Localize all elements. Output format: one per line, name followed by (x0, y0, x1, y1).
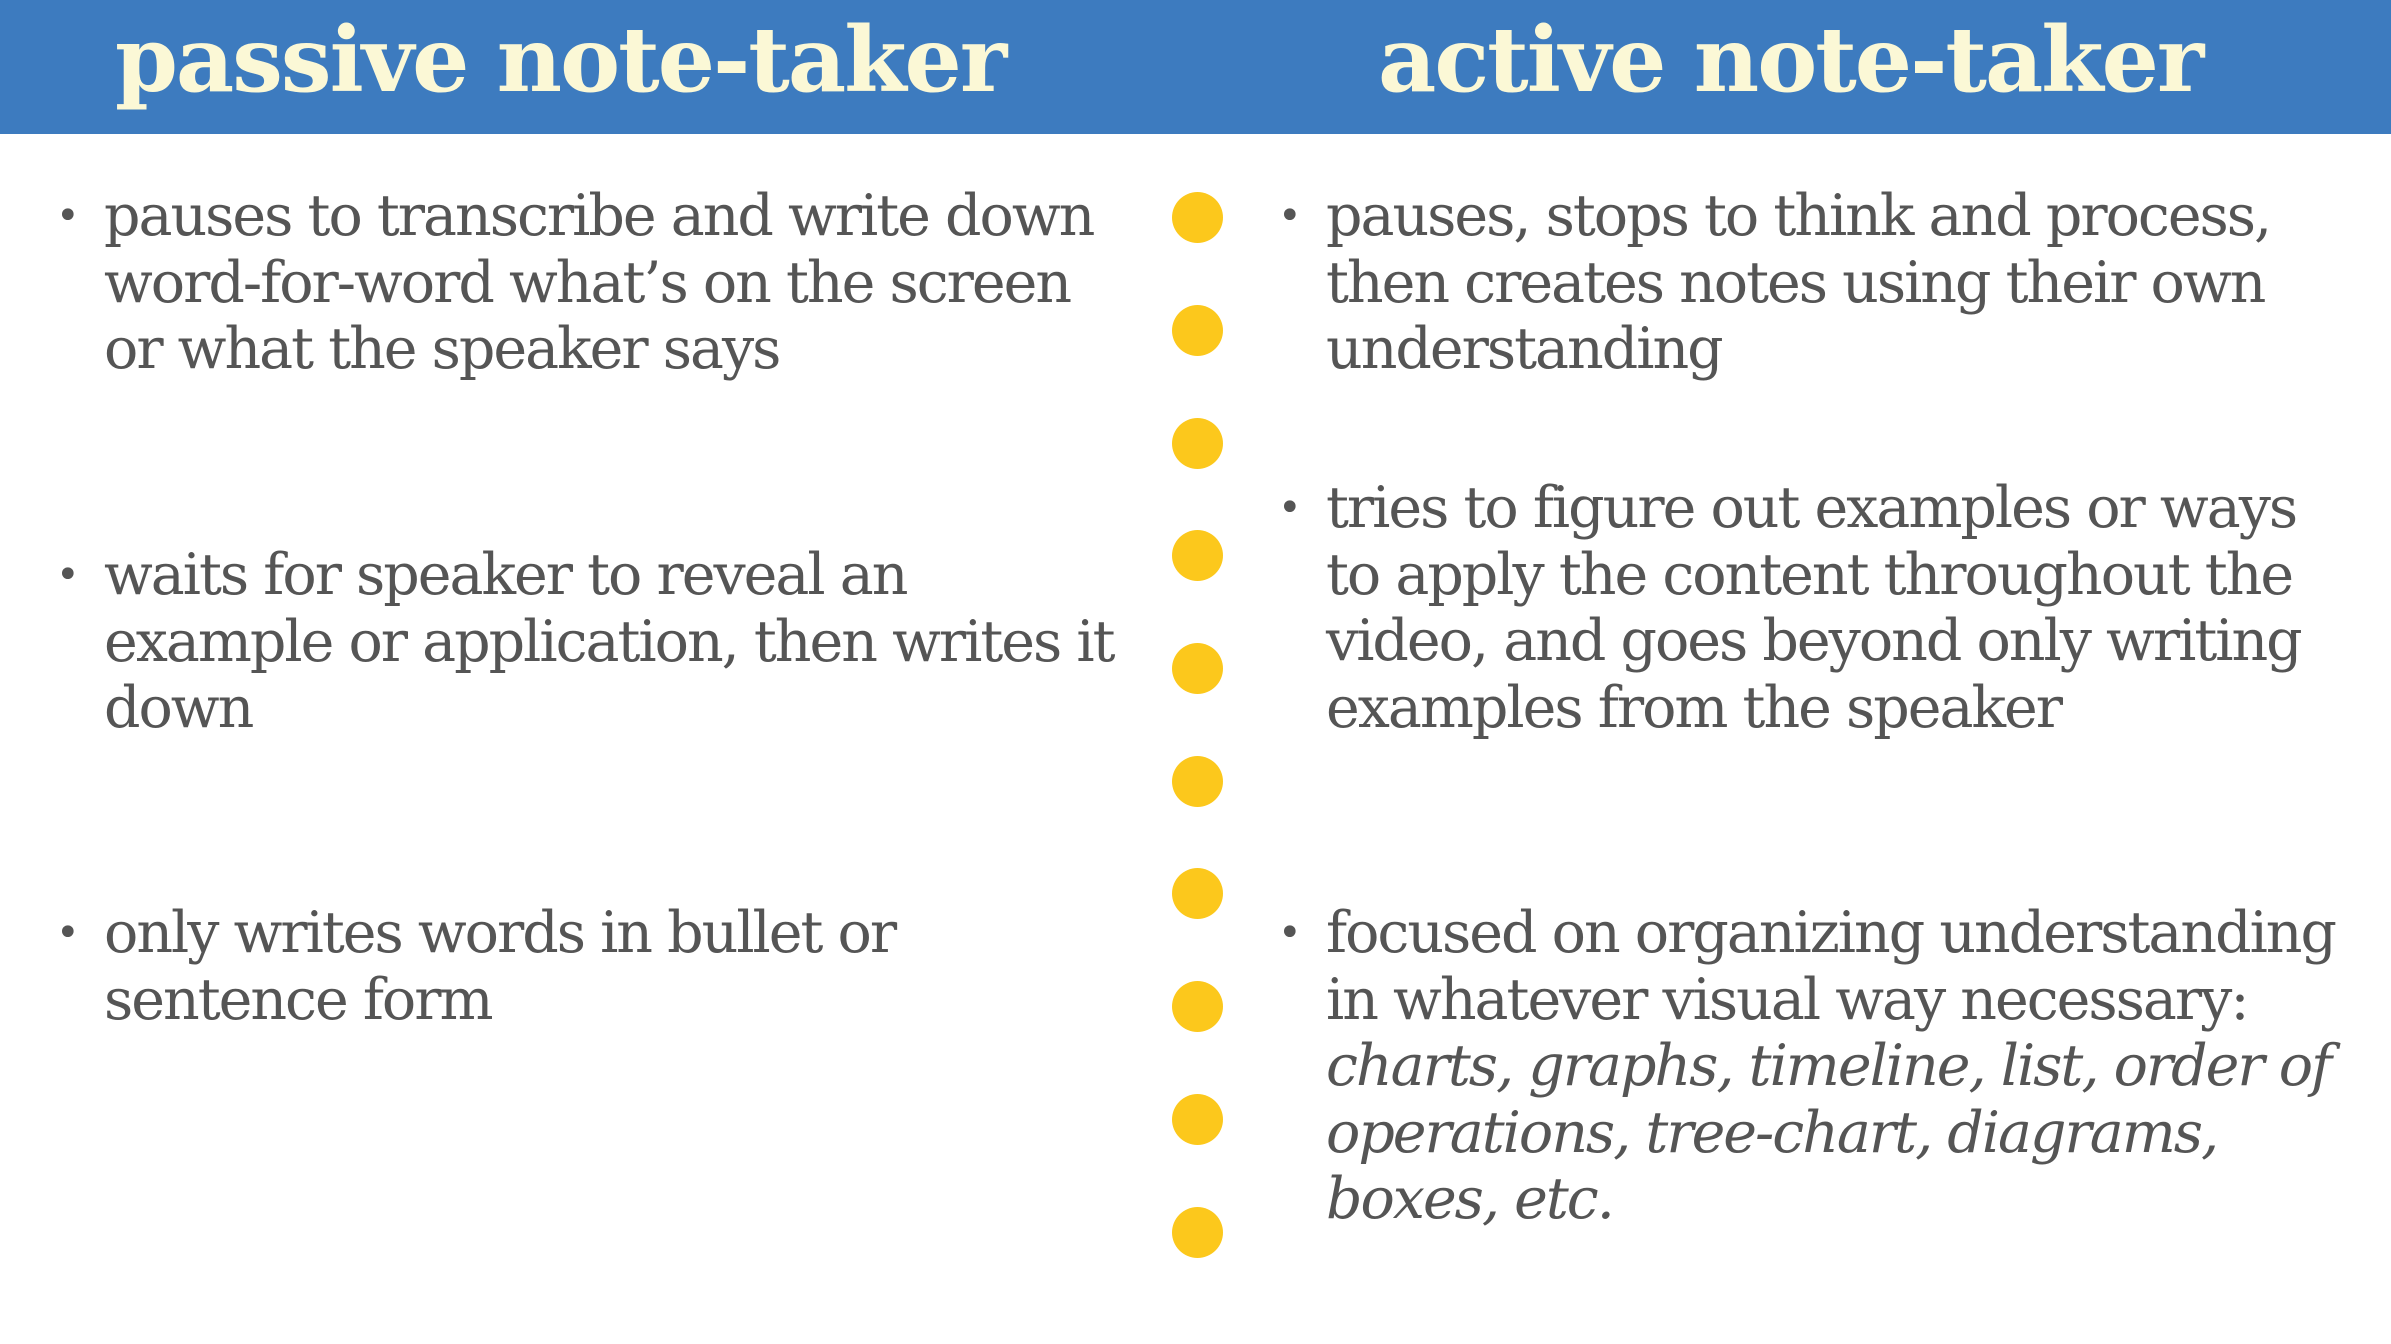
bullet-icon: • (56, 910, 80, 956)
bullet-icon: • (1278, 485, 1302, 531)
bullet-icon: • (1278, 910, 1302, 956)
active-item-text-plain: focused on organizing understanding in whatever visual way necessary: (1326, 900, 2335, 1033)
passive-note-taker-title: passive note-taker (115, 7, 1006, 113)
divider-dot (1172, 868, 1223, 919)
divider-dot (1172, 643, 1223, 694)
bullet-icon: • (56, 552, 80, 598)
active-item-text-italic: charts, graphs, timeline, list, order of operations, tree-chart, diagrams, boxes, etc. (1326, 1033, 2331, 1232)
passive-item-text: pauses to transcribe and write down word-for-word what’s on the screen or what the speaker says (104, 183, 1094, 382)
bullet-icon: • (1278, 193, 1302, 239)
divider-dot (1172, 981, 1223, 1032)
passive-item-3 (56, 900, 1114, 1033)
header-bar (0, 0, 2391, 134)
bullet-icon: • (56, 193, 80, 239)
divider-dot (1172, 530, 1223, 581)
divider-dot (1172, 1094, 1223, 1145)
active-item-1 (1278, 183, 2356, 383)
passive-item-2 (56, 542, 1114, 742)
passive-item-1 (56, 183, 1114, 383)
divider-dot (1172, 305, 1223, 356)
active-note-taker-title: active note-taker (1378, 7, 2203, 113)
active-item-text: pauses, stops to think and process, then creates notes using their own understanding (1326, 183, 2271, 382)
divider-dot (1172, 192, 1223, 243)
divider-dot (1172, 756, 1223, 807)
active-item-text: tries to figure out examples or ways to apply the content throughout the video, and goes beyond only writing examples from the speaker (1326, 475, 2301, 741)
divider-dot (1172, 1207, 1223, 1258)
active-item-text (1326, 900, 2356, 1233)
divider-dot (1172, 418, 1223, 469)
passive-item-text: only writes words in bullet or sentence form (104, 900, 896, 1033)
active-item-2 (1278, 475, 2356, 741)
active-item-3 (1278, 900, 2356, 1233)
passive-item-text: waits for speaker to reveal an example or application, then writes it down (104, 542, 1114, 741)
